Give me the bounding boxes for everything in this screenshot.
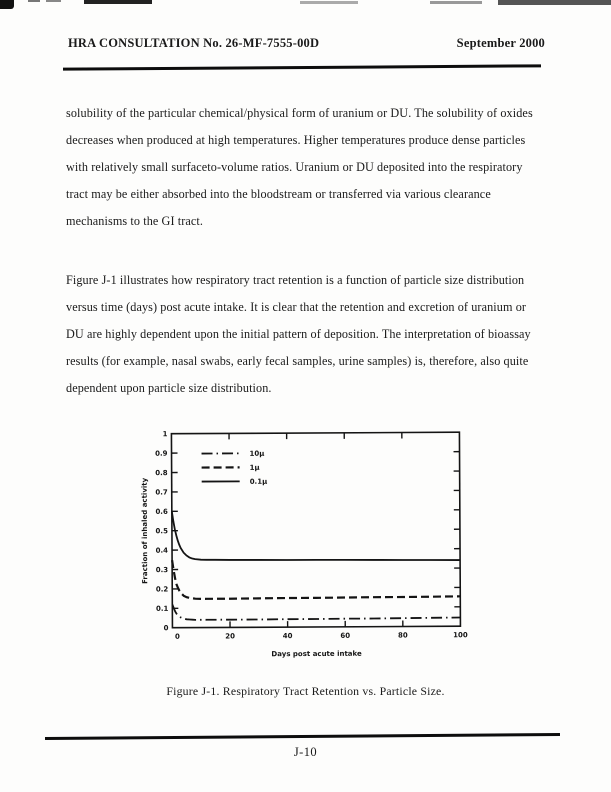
x-tick-label: 100	[453, 631, 468, 640]
y-axis-label: Fraction of inhaled activity	[140, 477, 150, 584]
scan-artifact	[498, 0, 611, 5]
scan-artifact	[46, 0, 61, 2]
legend-label: 10μ	[249, 449, 265, 458]
scan-artifact	[84, 0, 152, 4]
y-tick-label: 0.1	[155, 604, 169, 613]
x-tick-label: 20	[225, 632, 235, 641]
doc-date: September 2000	[456, 36, 545, 50]
y-tick-label: 0.5	[155, 527, 168, 536]
scan-artifact	[430, 1, 482, 4]
legend-label: 0.1μ	[249, 477, 268, 486]
paragraph-solubility: solubility of the particular chemical/physical form of uranium or DU. The solubility of oxides decreases when produced at high temperatures. Higher temperatures produce dense particles with relatively small surfaceto-volume ratios. Uranium or DU deposited into the respiratory tract may be either absorbed into the bloodstream or transferred via various clearance mechanisms to the GI tract.	[66, 106, 533, 229]
x-tick-label: 0	[175, 632, 180, 641]
y-tick-label: 0.3	[155, 566, 169, 575]
page-number: J-10	[293, 745, 318, 759]
scan-artifact	[300, 1, 358, 4]
line-chart-svg	[137, 422, 483, 664]
paragraph-figure-intro: Figure J-1 illustrates how respiratory tract retention is a function of particle size distribution versus time (days) post acute intake. It is clear that the retention and excretion of uranium or DU are highly dependent upon the initial pattern of deposition. The interpretation of bioassay results (for example, nasal swabs, early fecal samples, urine samples) is, therefore, also quite dependent upon particle size distribution.	[66, 273, 531, 396]
header-rule	[63, 64, 541, 70]
series-0.1μ	[172, 510, 460, 562]
series-1μ	[172, 559, 460, 599]
scan-artifact	[28, 0, 40, 2]
legend-label: 1μ	[249, 463, 260, 472]
y-tick-label: 0.6	[155, 507, 168, 516]
series-10μ	[172, 603, 460, 620]
y-tick-label: 1	[162, 430, 168, 439]
scan-artifact	[0, 0, 14, 9]
x-tick-label: 40	[282, 632, 293, 641]
figure-caption: Figure J-1. Respiratory Tract Retention vs. Particle Size.	[166, 684, 445, 698]
y-tick-label: 0.7	[155, 488, 168, 497]
y-tick-label: 0.9	[155, 449, 168, 458]
doc-number: HRA CONSULTATION No. 26-MF-7555-00D	[68, 36, 320, 50]
x-tick-label: 60	[340, 631, 351, 640]
x-tick-label: 80	[397, 631, 408, 640]
y-tick-label: 0.8	[155, 469, 168, 478]
page-header	[68, 36, 545, 51]
x-axis-label: Days post acute intake	[271, 649, 362, 659]
y-tick-label: 0	[163, 624, 169, 633]
y-tick-label: 0.2	[155, 585, 169, 594]
footer-rule	[45, 733, 560, 740]
retention-chart	[137, 422, 483, 664]
y-tick-label: 0.4	[155, 546, 169, 555]
